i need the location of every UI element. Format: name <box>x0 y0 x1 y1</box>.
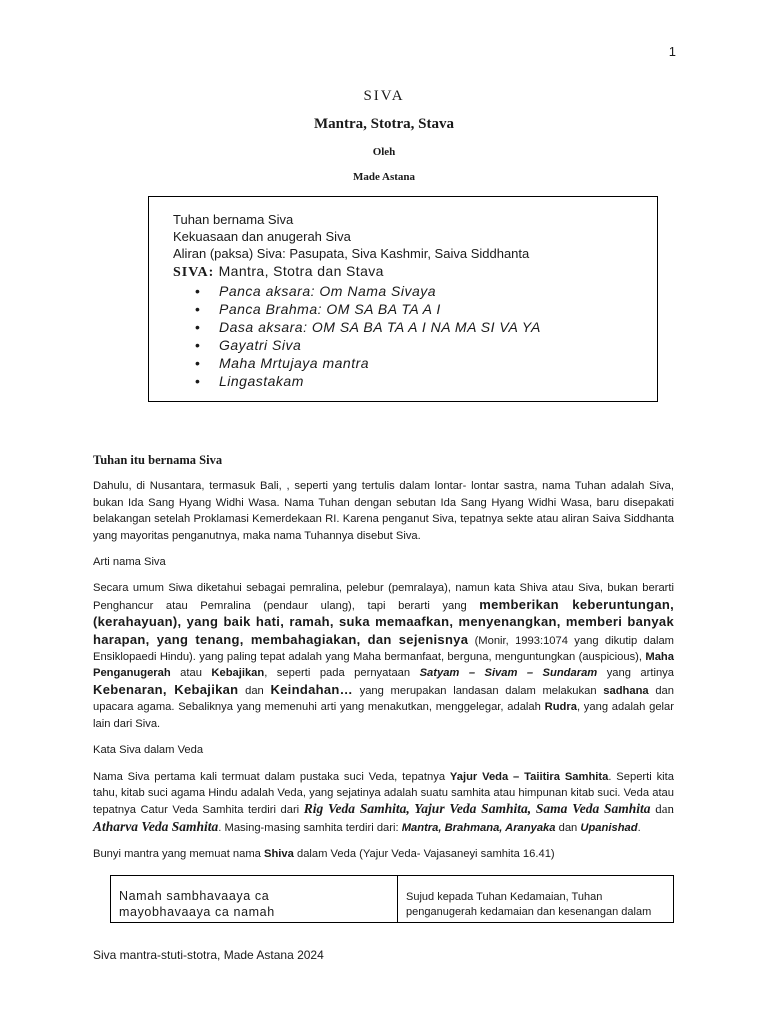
text-run: dan upacara agama. Sebaliknya yang memenuhi arti yang menakutkan, menggelegar, adalah <box>93 684 674 714</box>
text-run: . <box>637 821 641 834</box>
summary-line: Kekuasaan dan anugerah Siva <box>173 229 351 244</box>
paragraph-tuhan: Dahulu, di Nusantara, termasuk Bali, , seperti yang tertulis dalam lontar- lontar sastra, nama Tuhan adalah Siva, bukan Ida Sang Hyang Widhi Wasa. Nama Tuhan dengan sebutan Ida Sang Hyang Widhi Wasa, baru disepakati belakangan setelah Proklamasi Kemerdekaan RI. Karena penganut Siva, tepatnya sekte atau aliran Saiva Siddhanta yang mayoritas penganutnya, maka nama Tuhannya disebut Siva. <box>93 480 674 542</box>
atharva-name: Atharva Veda Samhita <box>93 818 219 834</box>
text-run: dalam Veda (Yajur Veda- Vajasaneyi samhita 16.41) <box>293 848 555 861</box>
document-title: SIVA <box>363 88 405 104</box>
document-subtitle: Mantra, Stotra, Stava <box>314 116 454 132</box>
byline-label: Oleh <box>372 146 396 158</box>
document-body <box>93 452 674 873</box>
bold-term: Rudra <box>544 701 577 714</box>
bold-italic-term: Upanishad <box>580 821 638 834</box>
mantra-list-item: • Lingastakam <box>195 372 635 390</box>
translation-line: penganugerah kedamaian dan kesenangan dalam <box>406 906 652 918</box>
summary-siva-line <box>173 262 635 282</box>
verse-table <box>110 875 674 923</box>
text-run: atau <box>170 667 212 680</box>
text-run: . Seperti kita tahu, kitab suci agama Hindu adalah Veda, yang sejatinya adalah suatu samhita atau himpunan kitab suci. Veda atau tepatnya Catur Veda Samhita terdiri dari <box>93 770 674 817</box>
text-run: . Masing-masing samhita terdiri dari: <box>218 821 402 834</box>
summary-box <box>148 196 658 402</box>
text-run: Bunyi mantra yang memuat nama <box>93 848 265 861</box>
verse-line: mayobhavaaya ca namah <box>119 905 275 919</box>
mantra-list-item: • Maha Mrtujaya mantra <box>195 354 635 372</box>
siva-line-rest: Mantra, Stotra dan Stava <box>214 263 384 279</box>
mantra-list-item: • Dasa aksara: OM SA BA TA A I NA MA SI VA YA <box>195 318 635 336</box>
bold-term: Yajur Veda – Taiitira Samhita <box>449 770 609 783</box>
paragraph-arti <box>93 580 674 732</box>
bold-term: Shiva <box>264 848 294 861</box>
translation-cell <box>398 876 674 923</box>
bold-term: Keindahan… <box>270 681 353 697</box>
bold-italic-term: Mantra, Brahmana, Aranyaka <box>401 821 556 834</box>
author-name: Made Astana <box>352 171 416 183</box>
bold-term: Kebenaran, Kebajikan <box>93 681 239 697</box>
text-run: dan <box>650 801 674 817</box>
section-heading-tuhan: Tuhan itu bernama Siva <box>93 453 223 467</box>
text-run: yang merupakan landasan dalam melakukan <box>352 684 604 697</box>
bold-meaning: memberikan keberuntungan, (kerahayuan), yang baik hati, ramah, suka memaafkan, menyenangkan, memberi banyak harapan, yang tenang, membahagiakan, dan sejenisnya <box>93 596 674 647</box>
page-number: 1 <box>668 44 676 59</box>
summary-line: Aliran (paksa) Siva: Pasupata, Siva Kashmir, Saiva Siddhanta <box>173 246 530 261</box>
verse-line: Namah sambhavaaya ca <box>119 889 270 903</box>
text-run: dan <box>238 684 271 697</box>
bold-term: sadhana <box>603 684 649 697</box>
bold-term: Maha Penganugerah <box>93 651 674 680</box>
bold-term: Kebajikan <box>211 667 265 680</box>
samhita-names: Rig Veda Samhita, Yajur Veda Samhita, Sama Veda Samhita <box>303 801 651 817</box>
mantra-list-item: • Panca Brahma: OM SA BA TA A I <box>195 300 635 318</box>
paragraph-veda <box>93 769 674 837</box>
text-run: , yang adalah gelar lain dari Siva. <box>93 701 674 730</box>
mantra-list-item: • Panca aksara: Om Nama Sivaya <box>195 282 635 300</box>
mantra-list-item: • Gayatri Siva <box>195 336 635 354</box>
siva-word: SIVA: <box>173 265 215 280</box>
text-run: Nama Siva pertama kali termuat dalam pustaka suci Veda, tepatnya <box>93 770 450 783</box>
translation-line: Sujud kepada Tuhan Kedamaian, Tuhan <box>406 891 603 903</box>
section-heading-veda: Kata Siva dalam Veda <box>93 744 204 757</box>
verse-row <box>111 876 674 923</box>
verse-cell <box>111 876 398 923</box>
summary-line: Tuhan bernama Siva <box>173 212 294 227</box>
text-run: Secara umum Siwa diketahui sebagai pemralina, pelebur (pemralaya), namun kata Shiva atau Siva, bukan berarti Penghancur atau Pemralina (pendaur ulang), tapi berarti yang <box>93 582 674 612</box>
text-run: yang artinya <box>597 667 674 680</box>
page-footer: Siva mantra-stuti-stotra, Made Astana 2024 <box>93 948 324 962</box>
paragraph-mantra-intro <box>93 846 674 862</box>
section-heading-arti: Arti nama Siva <box>93 556 166 569</box>
bold-italic-term: Satyam – Sivam – Sundaram <box>419 667 598 680</box>
mantra-list <box>173 282 635 390</box>
text-run: dan <box>555 821 581 834</box>
text-run: (Monir, 1993:1074 yang dikutip dalam Ensiklopaedi Hindu). yang paling tepat adalah yang Maha bermanfaat, berguna, menguntungkan (auspicious), <box>93 634 674 664</box>
text-run: , seperti pada pernyataan <box>264 667 420 680</box>
